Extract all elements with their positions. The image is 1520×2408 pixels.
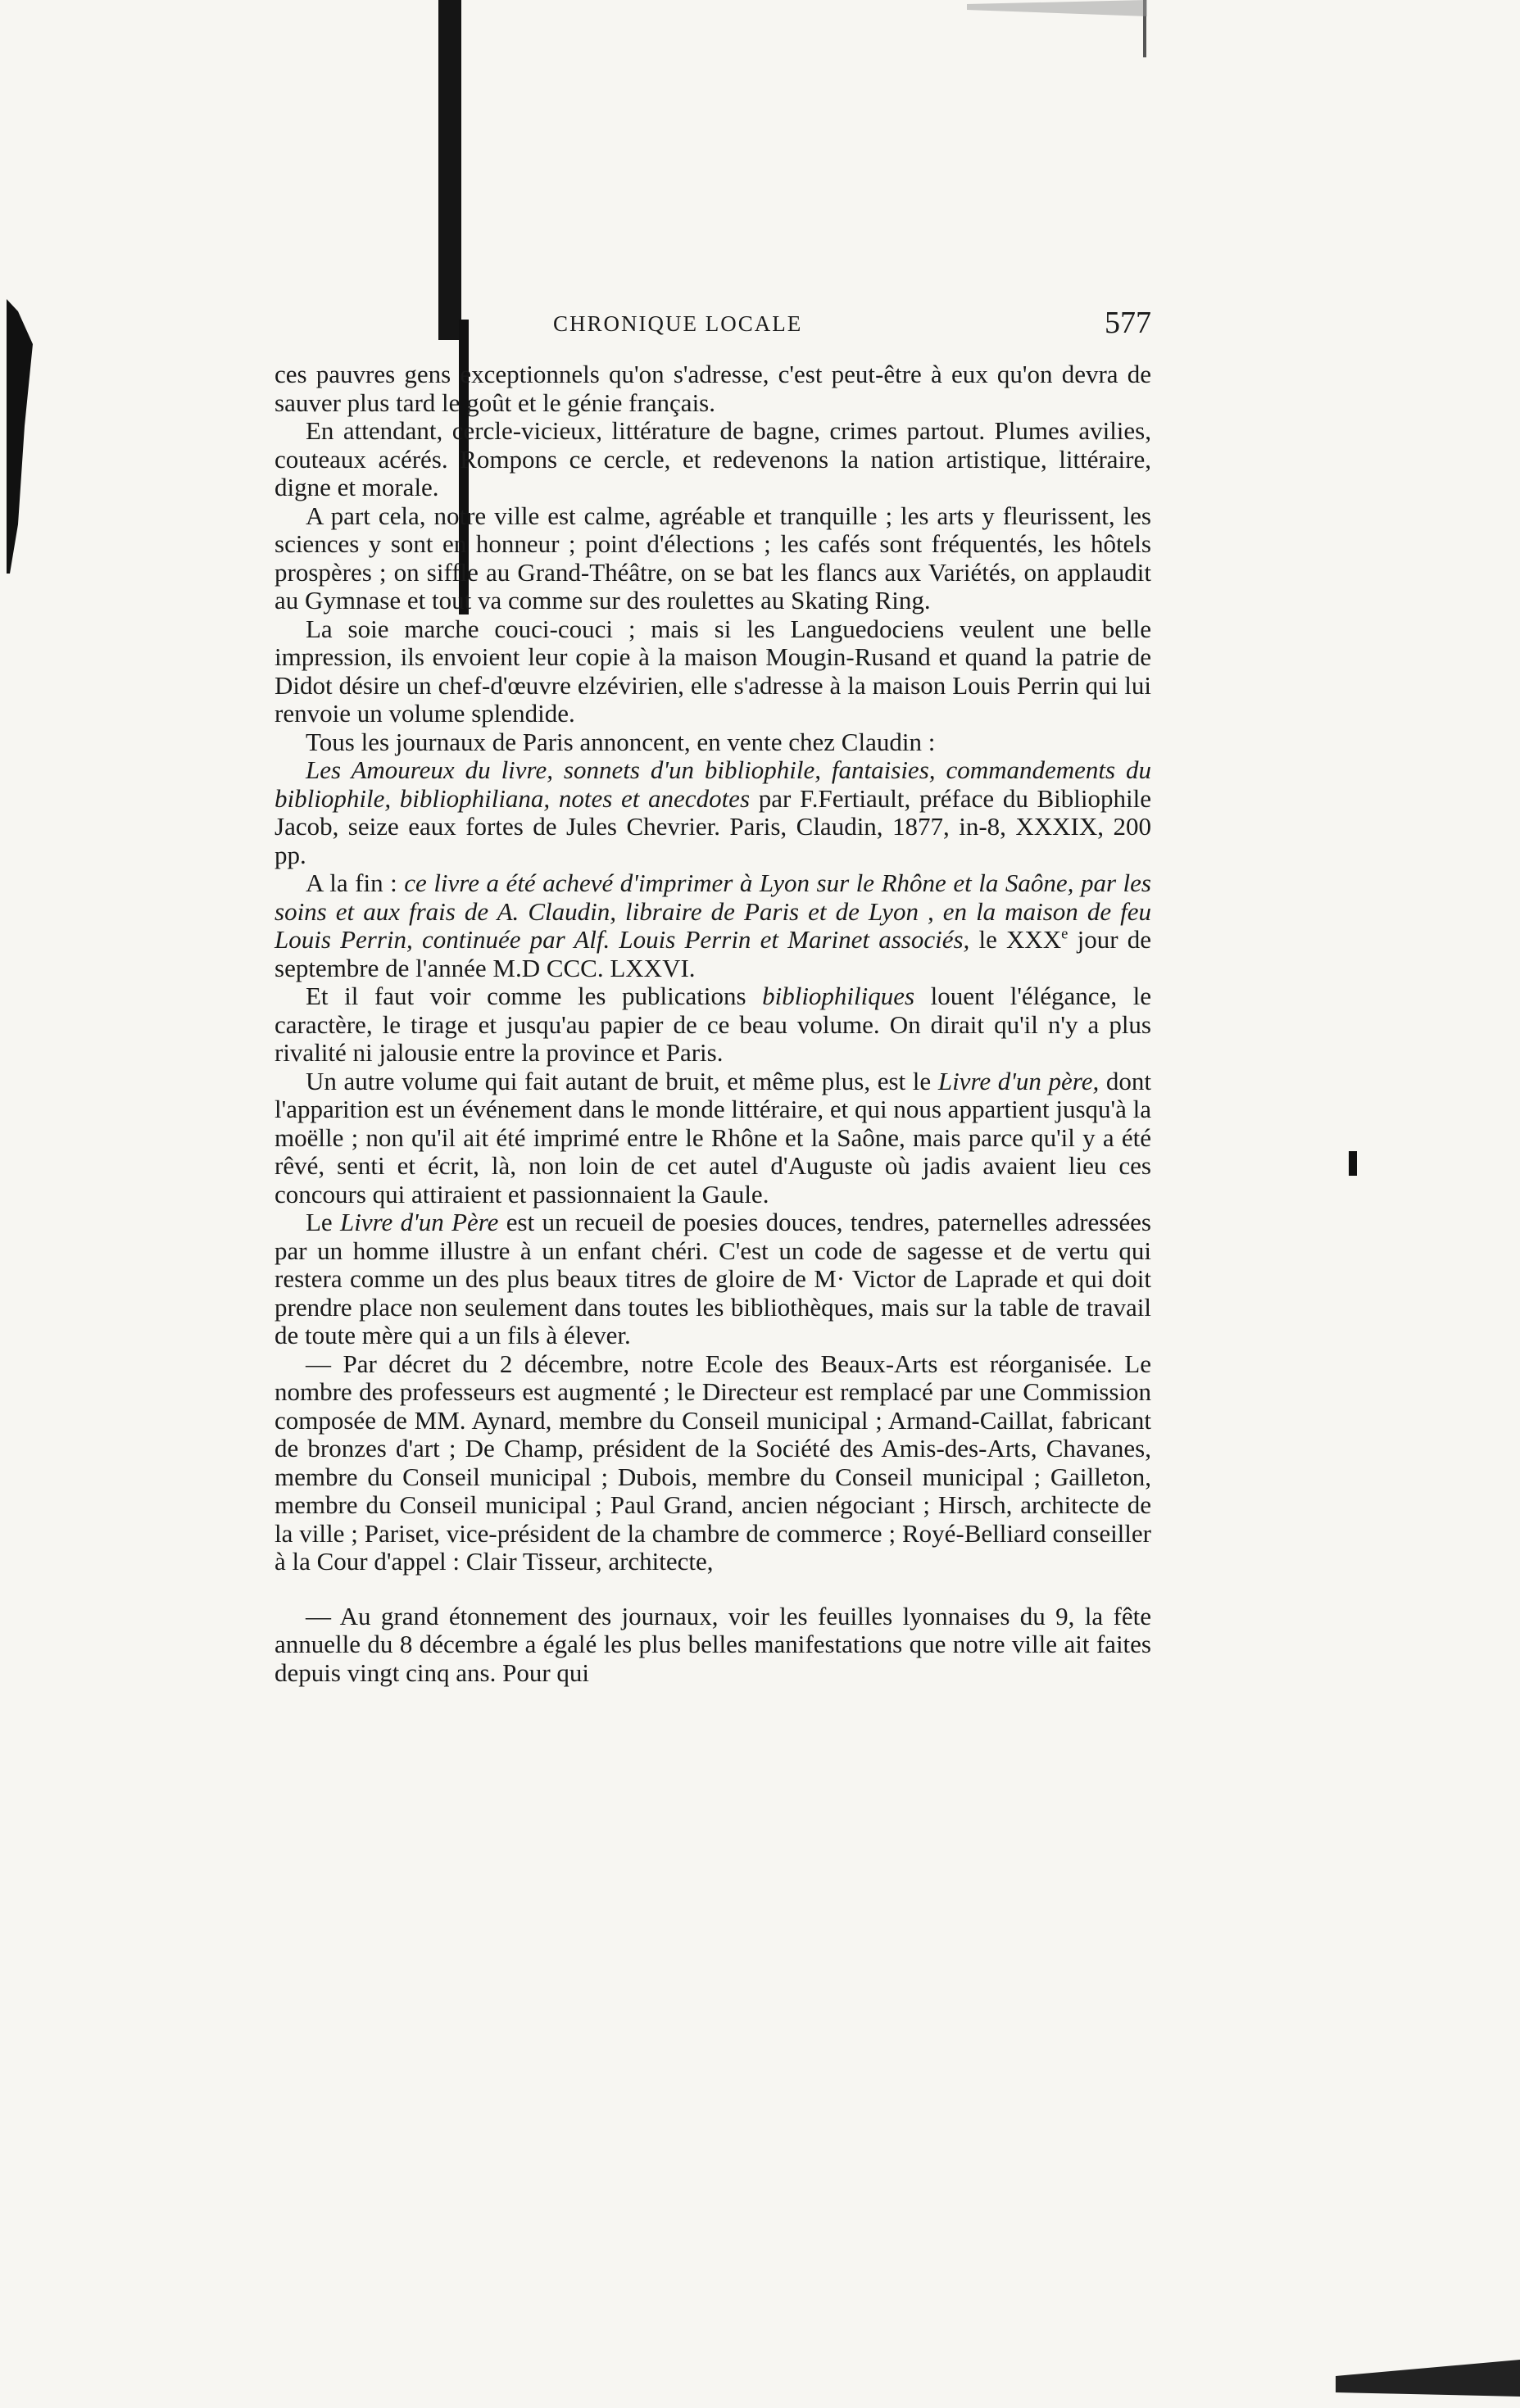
text-run: est un recueil de poesies douces, tendres, paternelles adressées par un homme illustre à un enfant chéri. C'est un code de sagesse et de vertu qui restera comme un des plus beaux titres de gloire de M· Victor de Laprade et qui doit prendre place non seulement dans toutes les bibliothèques, mais sur la table de travail de toute mère qui a un fils à élever. [275,1208,1151,1349]
text-run: Un autre volume qui fait autant de bruit, et même plus, est le [306,1066,938,1095]
right-dot-mark [1349,1151,1357,1176]
paragraph-1: ces pauvres gens exceptionnels qu'on s'adresse, c'est peut-être à eux qu'on devra de sauver plus tard le goût et le génie français. [275,360,1151,417]
paragraph-9 [275,1068,1151,1209]
paragraph-6 [275,756,1151,869]
paragraph-3: A part cela, notre ville est calme, agréable et tranquille ; les arts y fleurissent, les sciences y sont en honneur ; point d'élections ; les cafés sont fréquentés, les hôtels prospères ; on siffle au Grand-Théâtre, on se bat les flancs aux Variétés, on applaudit au Gymnase et tout va comme sur des roulettes au Skating Ring. [275,501,1151,614]
colophon-end: jour de septembre de l'année M.D CCC. LXXVI. [275,925,1151,982]
italic-run: bibliophiliques [762,982,915,1010]
colophon-sup: e [1061,925,1069,943]
paragraph-11: — Par décret du 2 décembre, notre Ecole des Beaux-Arts est réorganisée. Le nombre des professeurs est augmenté ; le Directeur est remplacé par une Commission composée de MM. Aynard, membre du Conseil municipal ; Armand-Caillat, fabricant de bronzes d'art ; De Champ, président de la Société des Amis-des-Arts, Chavanes, membre du Conseil municipal ; Dubois, membre du Conseil municipal ; Gailleton, membre du Conseil municipal ; Paul Grand, ancien négociant ; Hirsch, architecte de la ville ; Pariset, vice-président de la chambre de commerce ; Royé-Belliard conseiller à la Cour d'appel : Clair Tisseur, architecte, [275,1349,1151,1576]
binding-shadow [438,0,461,340]
paragraph-10 [275,1209,1151,1350]
italic-run: Livre d'un Père [340,1208,499,1236]
paragraph-4: La soie marche couci-couci ; mais si les Languedociens veulent une belle impression, ils envoient leur copie à la maison Mougin-Rusand et quand la patrie de Didot désire un chef-d'œuvre elzévirien, elle s'adresse à la maison Louis Perrin qui lui renvoie un volume splendide. [275,614,1151,728]
paragraph-7 [275,869,1151,982]
book-title-italic: Les Amoureux du livre, sonnets d'un bibliophile, fantaisies, commandements du bibliophile, bibliophiliana, notes et anecdotes [275,755,1151,813]
page-number: 577 [1105,306,1151,340]
page-title: CHRONIQUE LOCALE [553,311,803,336]
running-head [275,305,1151,344]
book-details: par F.Fertiault, préface du Bibliophile Jacob, seize eaux fortes de Jules Chevrier. Paris, Claudin, 1877, in-8, XXXIX, 200 pp. [275,783,1152,869]
paragraph-8 [275,982,1151,1068]
top-right-noise [967,0,1147,16]
left-edge-shadow [7,299,33,574]
colophon-le: le XXX [969,925,1062,954]
italic-run: Livre d'un père, [937,1066,1100,1095]
article-body [275,361,1151,1687]
text-run: Le [306,1208,341,1236]
paragraph-12: — Au grand étonnement des journaux, voir les feuilles lyonnaises du 9, la fête annuelle du 8 décembre a égalé les plus belles manifestations que notre ville ait faites depuis vingt cinq ans. Pour qui [275,1601,1151,1687]
text-run: louent l'élégance, le caractère, le tirage et jusqu'au papier de ce beau volume. On dirait qu'il n'y a plus rivalité ni jalousie entre la province et Paris. [275,982,1152,1067]
colophon-lead: A la fin : [306,868,405,897]
paragraph-5: Tous les journaux de Paris annoncent, en vente chez Claudin : [306,727,936,756]
text-run: dont l'apparition est un événement dans le monde littéraire, et qui nous appartient jusqu'à la moëlle ; non qu'il ait été imprimé entre le Rhône et la Saône, mais parce qu'il y a été rêvé, senti et écrit, là, non loin de cet autel d'Auguste où jadis avaient lieu ces concours qui attiraient et passionnaient la Gaule. [275,1066,1152,1209]
paragraph-2: En attendant, cercle-vicieux, littérature de bagne, crimes partout. Plumes avilies, couteaux acérés. Rompons ce cercle, et redevenons la nation artistique, littéraire, digne et morale. [275,416,1151,501]
bottom-right-smudge [1336,2360,1520,2397]
text-run: Et il faut voir comme les publications [306,982,763,1010]
colophon-italic: ce livre a été achevé d'imprimer à Lyon sur le Rhône et la Saône, par les soins et aux frais de A. Claudin, libraire de Paris et de Lyon , en la maison de feu Louis Perrin, continuée par Alf. Louis Perrin et Marinet associés, [275,868,1151,954]
